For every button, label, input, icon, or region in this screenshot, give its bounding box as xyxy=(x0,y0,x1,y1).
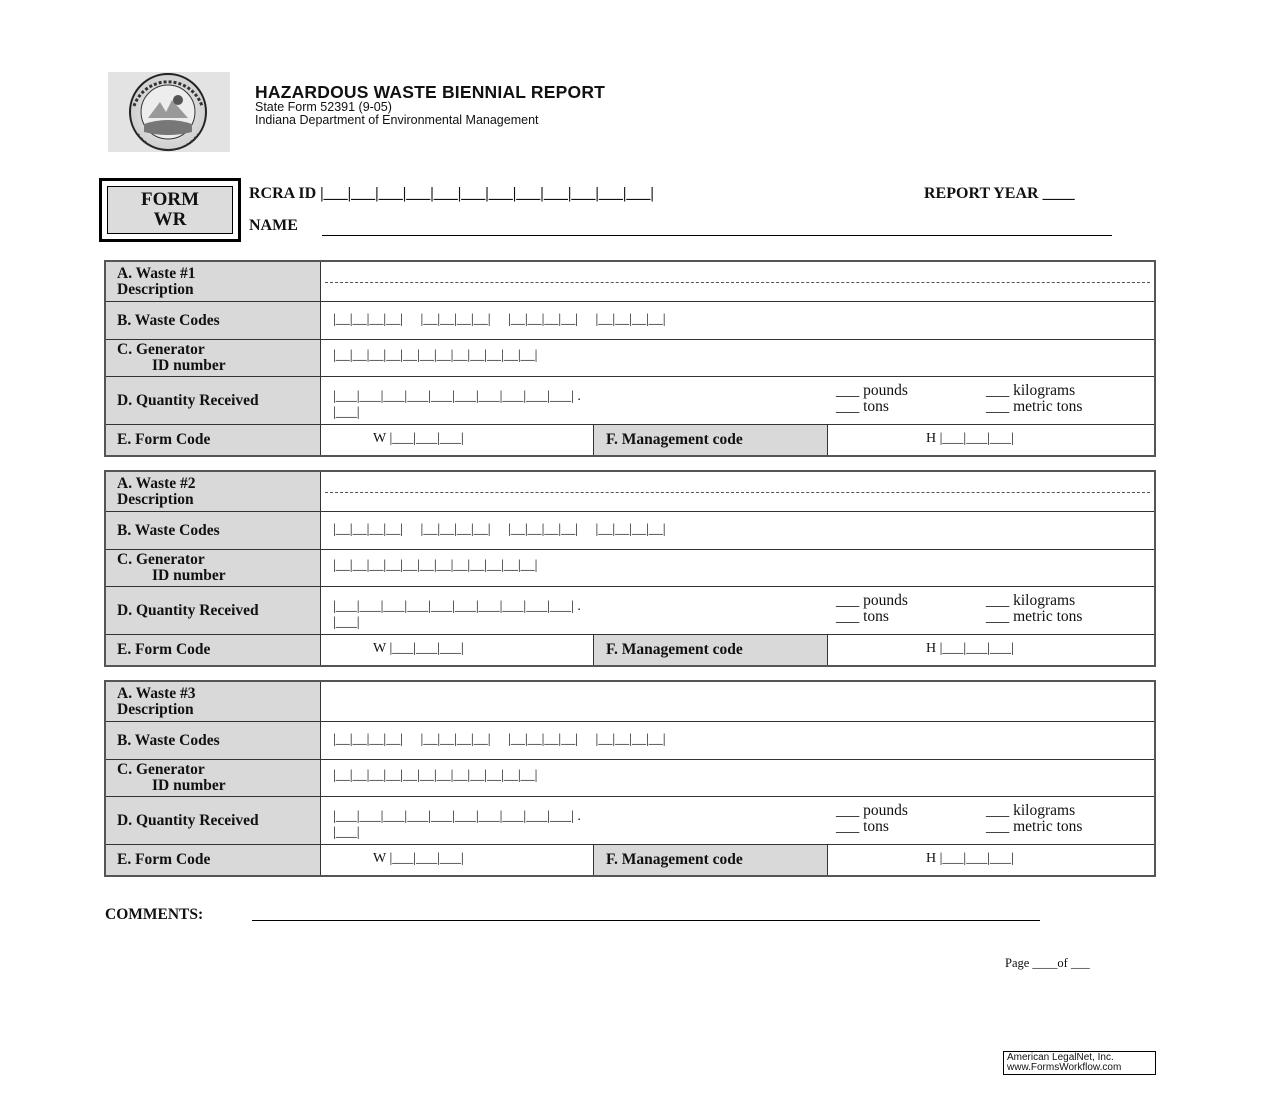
management-code-label: F. Management code xyxy=(606,851,743,868)
management-code-slots: H |___|___|___| xyxy=(926,851,1014,866)
management-code-label: F. Management code xyxy=(606,431,743,448)
waste-label: A. Waste #2 xyxy=(117,474,196,492)
generator-id-field[interactable] xyxy=(321,550,1154,586)
management-code-label: F. Management code xyxy=(606,641,743,658)
form-code-label: E. Form Code xyxy=(117,431,211,448)
unit-tons-option[interactable]: ___ tons xyxy=(836,818,889,835)
description-label: Description xyxy=(117,490,194,508)
name-label: NAME xyxy=(249,217,298,234)
waste-codes-slots: |__|__|__|__| |__|__|__|__| |__|__|__|__| |__|__|__|__| xyxy=(333,522,666,537)
form-box-line2: WR xyxy=(153,209,187,230)
management-code-field[interactable] xyxy=(828,635,1154,665)
quantity-slots-extra: |___| xyxy=(333,405,360,420)
report-title: HAZARDOUS WASTE BIENNIAL REPORT xyxy=(255,82,606,102)
state-form-number: State Form 52391 (9-05) xyxy=(255,100,392,114)
id-number-label: ID number xyxy=(152,357,226,374)
id-number-label: ID number xyxy=(152,567,226,584)
quantity-field[interactable] xyxy=(321,587,1154,634)
waste-codes-label: B. Waste Codes xyxy=(117,731,220,749)
page-number-field[interactable]: Page ____of ___ xyxy=(1005,956,1090,970)
waste-description-field[interactable] xyxy=(321,262,1154,301)
id-number-label: ID number xyxy=(152,777,226,794)
waste-description-field[interactable] xyxy=(321,682,1154,721)
waste-codes-field[interactable] xyxy=(321,722,1154,759)
unit-pounds-option[interactable]: ___ pounds xyxy=(836,592,908,609)
unit-tons-option[interactable]: ___ tons xyxy=(836,398,889,415)
unit-tons-option[interactable]: ___ tons xyxy=(836,608,889,625)
form-box-line1: FORM xyxy=(140,189,200,210)
comments-input-line[interactable] xyxy=(252,920,1040,921)
waste-description-field[interactable] xyxy=(321,472,1154,511)
waste-table-2 xyxy=(104,470,1156,667)
management-code-field[interactable] xyxy=(828,425,1154,455)
unit-pounds-option[interactable]: ___ pounds xyxy=(836,382,908,399)
form-code-slots: W |___|___|___| xyxy=(373,641,464,656)
form-id-box xyxy=(99,178,241,242)
quantity-slots: |___|___|___|___|___|___|___|___|___|___| . xyxy=(333,389,581,404)
quantity-slots-extra: |___| xyxy=(333,615,360,630)
generator-id-slots: |__|__|__|__|__|__|__|__|__|__|__|__| xyxy=(333,348,538,363)
rcra-id-field[interactable]: RCRA ID |___|___|___|___|___|___|___|___|___|___|___|___| xyxy=(249,185,654,202)
waste-codes-slots: |__|__|__|__| |__|__|__|__| |__|__|__|__| |__|__|__|__| xyxy=(333,312,666,327)
description-label: Description xyxy=(117,280,194,298)
publisher-url: www.FormsWorkflow.com xyxy=(1007,1062,1122,1073)
publisher-footer xyxy=(1003,1051,1156,1075)
quantity-field[interactable] xyxy=(321,797,1154,844)
generator-id-slots: |__|__|__|__|__|__|__|__|__|__|__|__| xyxy=(333,558,538,573)
unit-pounds-option[interactable]: ___ pounds xyxy=(836,802,908,819)
management-code-slots: H |___|___|___| xyxy=(926,641,1014,656)
quantity-slots-extra: |___| xyxy=(333,825,360,840)
form-code-slots: W |___|___|___| xyxy=(373,431,464,446)
generator-label: C. Generator xyxy=(117,761,205,778)
waste-table-3 xyxy=(104,680,1156,877)
waste-table-1 xyxy=(104,260,1156,457)
management-code-field[interactable] xyxy=(828,845,1154,875)
publisher-name: American LegalNet, Inc. xyxy=(1007,1052,1114,1063)
quantity-slots: |___|___|___|___|___|___|___|___|___|___| . xyxy=(333,809,581,824)
unit-kilograms-option[interactable]: ___ kilograms xyxy=(986,382,1076,399)
waste-codes-field[interactable] xyxy=(321,512,1154,549)
generator-id-field[interactable] xyxy=(321,340,1154,376)
quantity-label: D. Quantity Received xyxy=(117,601,259,619)
name-input-line[interactable] xyxy=(322,235,1112,236)
form-code-field[interactable] xyxy=(321,635,594,665)
form-code-field[interactable] xyxy=(321,425,594,455)
comments-label: COMMENTS: xyxy=(105,906,204,923)
waste-label: A. Waste #3 xyxy=(117,684,196,702)
generator-id-field[interactable] xyxy=(321,760,1154,796)
generator-label: C. Generator xyxy=(117,341,205,358)
form-code-slots: W |___|___|___| xyxy=(373,851,464,866)
waste-codes-label: B. Waste Codes xyxy=(117,311,220,329)
form-code-field[interactable] xyxy=(321,845,594,875)
unit-metric-tons-option[interactable]: ___ metric tons xyxy=(986,398,1083,415)
unit-metric-tons-option[interactable]: ___ metric tons xyxy=(986,818,1083,835)
report-year-field[interactable]: REPORT YEAR ____ xyxy=(924,185,1075,202)
unit-kilograms-option[interactable]: ___ kilograms xyxy=(986,802,1076,819)
form-code-label: E. Form Code xyxy=(117,641,211,658)
waste-label: A. Waste #1 xyxy=(117,264,196,282)
waste-codes-label: B. Waste Codes xyxy=(117,521,220,539)
waste-codes-field[interactable] xyxy=(321,302,1154,339)
generator-id-slots: |__|__|__|__|__|__|__|__|__|__|__|__| xyxy=(333,768,538,783)
unit-metric-tons-option[interactable]: ___ metric tons xyxy=(986,608,1083,625)
department-name: Indiana Department of Environmental Management xyxy=(255,113,539,127)
description-label: Description xyxy=(117,700,194,718)
unit-kilograms-option[interactable]: ___ kilograms xyxy=(986,592,1076,609)
management-code-slots: H |___|___|___| xyxy=(926,431,1014,446)
quantity-label: D. Quantity Received xyxy=(117,391,259,409)
quantity-label: D. Quantity Received xyxy=(117,811,259,829)
form-code-label: E. Form Code xyxy=(117,851,211,868)
state-seal-logo xyxy=(108,72,230,152)
quantity-slots: |___|___|___|___|___|___|___|___|___|___| . xyxy=(333,599,581,614)
waste-codes-slots: |__|__|__|__| |__|__|__|__| |__|__|__|__| |__|__|__|__| xyxy=(333,732,666,747)
quantity-field[interactable] xyxy=(321,377,1154,424)
generator-label: C. Generator xyxy=(117,551,205,568)
